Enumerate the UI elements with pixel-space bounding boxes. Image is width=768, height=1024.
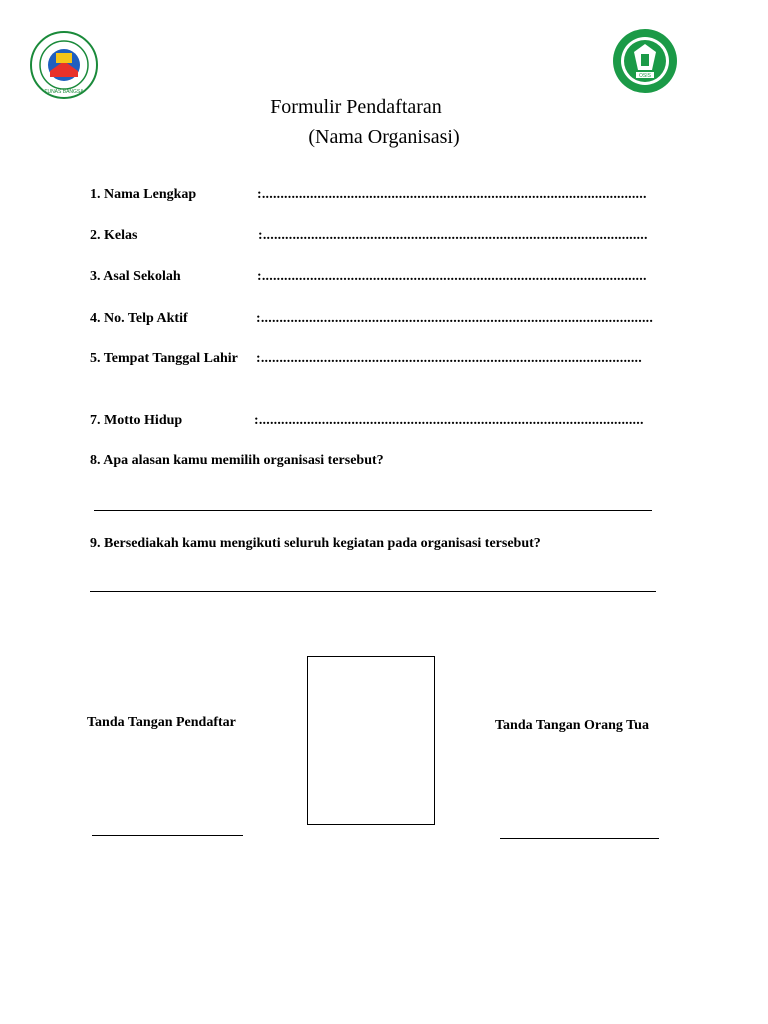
- answer-line-8[interactable]: [94, 510, 652, 511]
- question-9: 9. Bersediakah kamu mengikuti seluruh kegiatan pada organisasi tersebut?: [90, 536, 541, 551]
- field-fill-line[interactable]: :........................................................................................................: [258, 228, 648, 243]
- photo-box[interactable]: [307, 656, 435, 825]
- field-fill-line[interactable]: :.......................................................................................................: [256, 351, 642, 366]
- field-tempat-tanggal-lahir[interactable]: [90, 351, 642, 367]
- field-fill-line[interactable]: :..........................................................................................................: [256, 311, 654, 326]
- field-no-telp[interactable]: [90, 311, 654, 327]
- osis-logo: [612, 28, 680, 96]
- school-logo: [30, 31, 98, 99]
- field-label: 7. Motto Hidup: [90, 413, 183, 428]
- field-nama-lengkap[interactable]: [90, 187, 647, 203]
- organization-name: (Nama Organisasi): [308, 126, 460, 148]
- field-fill-line[interactable]: :........................................................................................................: [257, 269, 647, 284]
- field-label: 5. Tempat Tanggal Lahir: [90, 351, 238, 366]
- answer-line-9[interactable]: [90, 591, 656, 592]
- field-label: 3. Asal Sekolah: [90, 269, 181, 284]
- form-title: Formulir Pendaftaran: [270, 96, 442, 118]
- parent-signature-label: Tanda Tangan Orang Tua: [495, 718, 649, 733]
- field-kelas[interactable]: [90, 228, 648, 244]
- field-label: 1. Nama Lengkap: [90, 187, 197, 202]
- field-label: 2. Kelas: [90, 228, 138, 243]
- field-asal-sekolah[interactable]: [90, 269, 647, 285]
- osis-badge-text: OSIS: [639, 73, 651, 79]
- applicant-signature-line[interactable]: [92, 835, 243, 836]
- question-8: 8. Apa alasan kamu memilih organisasi tersebut?: [90, 453, 384, 468]
- field-fill-line[interactable]: :........................................................................................................: [254, 413, 644, 428]
- school-logo-bottom-text: TUNAS BANGSA: [44, 89, 84, 95]
- field-motto-hidup[interactable]: [90, 413, 644, 429]
- applicant-signature-label: Tanda Tangan Pendaftar: [87, 715, 236, 730]
- field-label: 4. No. Telp Aktif: [90, 311, 188, 326]
- field-fill-line[interactable]: :........................................................................................................: [257, 187, 647, 202]
- parent-signature-line[interactable]: [500, 838, 659, 839]
